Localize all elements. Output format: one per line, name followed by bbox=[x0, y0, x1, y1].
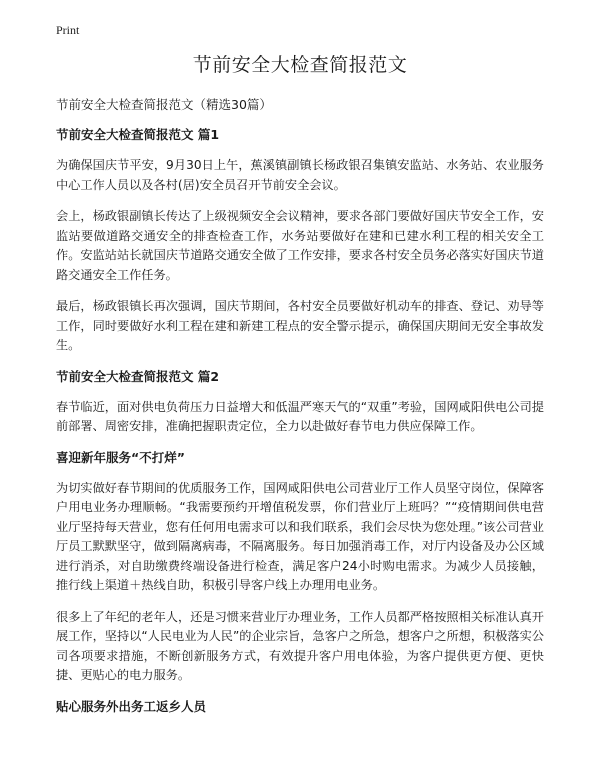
paragraph: 为确保国庆节平安，9月30日上午，蕉溪镇副镇长杨政银召集镇安监站、水务站、农业服务中心工作人员以及各村(居)安全员召开节前安全会议。 bbox=[56, 158, 544, 192]
paragraph: 会上，杨政银副镇长传达了上级视频安全会议精神，要求各部门要做好国庆节安全工作，安监站要做道路交通安全的排查检查工作，水务站要做好在建和已建水利工程的相关安全工作。安监站站长就国庆节道路交通安全做了工作安排，要求各村安全员务必落实好国庆节道路交通安全工作任务。 bbox=[56, 209, 544, 282]
page-title: 节前安全大检查简报范文 bbox=[192, 54, 408, 76]
section-heading-1: 节前安全大检查简报范文 篇1 bbox=[56, 127, 220, 142]
paragraph: 春节临近，面对供电负荷压力日益增大和低温严寒天气的“双重”考验，国网咸阳供电公司提前部署、周密安排，准确把握职责定位，全力以赴做好春节电力供应保障工作。 bbox=[56, 399, 544, 433]
section-heading-3: 喜迎新年服务“不打烊” bbox=[56, 449, 185, 465]
print-link[interactable]: Print bbox=[56, 23, 80, 37]
section-heading-4: 贴心服务外出务工返乡人员 bbox=[56, 698, 207, 714]
paragraph: 最后，杨政银镇长再次强调，国庆节期间，各村安全员要做好机动车的排查、登记、劝导等工作，同时要做好水利工程在建和新建工程点的安全警示提示，确保国庆期间无安全事故发生。 bbox=[56, 299, 544, 352]
document-subtitle: 节前安全大检查简报范文（精选30篇） bbox=[56, 97, 272, 112]
paragraph: 很多上了年纪的老年人，还是习惯来营业厅办理业务，工作人员都严格按照相关标准认真开展工作，坚持以“人民电业为人民”的企业宗旨，急客户之所急，想客户之所想，积极落实公司各项要求措施，不断创新服务方式，有效提升客户用电体验，为客户提供更方便、更快捷、更贴心的电力服务。 bbox=[56, 609, 544, 682]
paragraph: 为切实做好春节期间的优质服务工作，国网咸阳供电公司营业厅工作人员坚守岗位，保障客户用电业务办理顺畅。“我需要预约开增值税发票，你们营业厅上班吗？”“疫情期间供电营业厅坚持每天营业，您有任何用电需求可以和我们联系，我们会尽快为您处理。”该公司营业厅员工默默坚守，做到隔离病毒，不隔离服务。每日加强消毒工作，对厅内设备及办公区域进行消杀，对自助缴费终端设备进行检查，满足客户24小时购电需求。为减少人员接触，推行线上渠道＋热线自助，积极引导客户线上办理用电业务。 bbox=[56, 480, 544, 592]
section-heading-2: 节前安全大检查简报范文 篇2 bbox=[56, 368, 220, 384]
